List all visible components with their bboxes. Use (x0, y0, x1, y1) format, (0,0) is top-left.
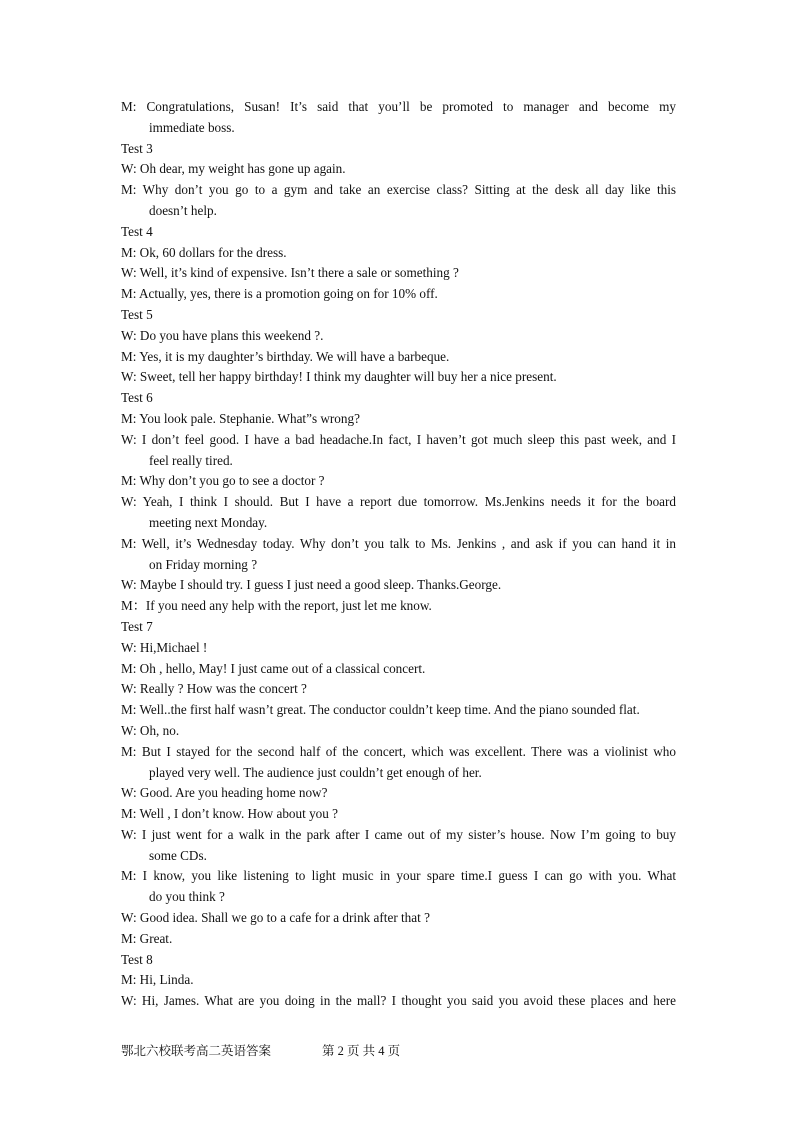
dialogue-line-continuation: meeting next Monday. (149, 514, 268, 530)
dialogue-line: M: Why don’t you go to see a doctor ? (121, 473, 325, 489)
dialogue-paragraph (121, 492, 676, 534)
dialogue-line: W: Really ? How was the concert ? (121, 681, 307, 697)
section-heading: Test 7 (121, 618, 153, 634)
dialogue-line-continuation: feel really tired. (149, 452, 233, 468)
dialogue-paragraph (121, 991, 676, 1012)
dialogue-line: W: I just went for a walk in the park after I came out of my sister’s house. Now I’m going to buy (121, 826, 676, 842)
dialogue-line: W: Good. Are you heading home now? (121, 785, 328, 801)
dialogue-line: W: Oh dear, my weight has gone up again. (121, 161, 346, 177)
dialogue-line: W: Oh, no. (121, 722, 180, 738)
dialogue-paragraph (121, 742, 676, 784)
dialogue-line-continuation: do you think ? (149, 889, 225, 905)
dialogue-paragraph (121, 534, 676, 576)
dialogue-line: W: Yeah, I think I should. But I have a report due tomorrow. Ms.Jenkins needs it for the board (121, 494, 676, 510)
dialogue-paragraph (121, 97, 676, 139)
dialogue-line: M: I know, you like listening to light music in your spare time.I guess I can go with you. What (121, 868, 676, 884)
dialogue-line: M: Actually, yes, there is a promotion going on for 10% off. (121, 286, 438, 302)
dialogue-line: W: Sweet, tell her happy birthday! I think my daughter will buy her a nice present. (121, 369, 557, 385)
dialogue-line: W: I don’t feel good. I have a bad headache.In fact, I haven’t got much sleep this past week, and I (121, 431, 676, 447)
dialogue-line-continuation: immediate boss. (149, 119, 235, 135)
dialogue-line: M: You look pale. Stephanie. What”s wrong? (121, 410, 360, 426)
section-heading: Test 6 (121, 390, 153, 406)
dialogue-line: M：If you need any help with the report, just let me know. (121, 598, 432, 614)
page-footer (121, 1042, 676, 1060)
dialogue-line: W: Maybe I should try. I guess I just need a good sleep. Thanks.George. (121, 577, 502, 593)
dialogue-paragraph (121, 430, 676, 472)
dialogue-line: W: Do you have plans this weekend ?. (121, 327, 324, 343)
footer-title: 鄂北六校联考高二英语答案 (121, 1044, 272, 1058)
dialogue-line: W: Good idea. Shall we go to a cafe for a drink after that ? (121, 910, 430, 926)
dialogue-line: M: Well , I don’t know. How about you ? (121, 806, 338, 822)
dialogue-line: M: Well..the first half wasn’t great. The conductor couldn’t keep time. And the piano sounded flat. (121, 702, 640, 718)
dialogue-line: M: Why don’t you go to a gym and take an exercise class? Sitting at the desk all day like this (121, 182, 676, 198)
dialogue-line: W: Hi,Michael ! (121, 639, 208, 655)
dialogue-paragraph (121, 825, 676, 867)
dialogue-line: M: Great. (121, 930, 173, 946)
dialogue-line-continuation: played very well. The audience just couldn’t get enough of her. (149, 764, 482, 780)
dialogue-line: M: Well, it’s Wednesday today. Why don’t you talk to Ms. Jenkins , and ask if you can hand it in (121, 535, 676, 551)
page-number: 第 2 页 共 4 页 (322, 1044, 401, 1058)
dialogue-line: M: Hi, Linda. (121, 972, 194, 988)
dialogue-line: M: Congratulations, Susan! It’s said that you’ll be promoted to manager and become my (121, 99, 676, 114)
dialogue-line: M: Yes, it is my daughter’s birthday. We will have a barbeque. (121, 348, 450, 364)
dialogue-transcript (121, 97, 676, 1012)
section-heading: Test 4 (121, 223, 153, 239)
dialogue-line: M: But I stayed for the second half of the concert, which was excellent. There was a violinist who (121, 743, 676, 759)
dialogue-line: M: Oh , hello, May! I just came out of a classical concert. (121, 660, 426, 676)
dialogue-line: M: Ok, 60 dollars for the dress. (121, 244, 287, 260)
dialogue-paragraph (121, 866, 676, 908)
dialogue-line-continuation: on Friday morning ? (149, 556, 258, 572)
dialogue-line-continuation: some CDs. (149, 847, 207, 863)
dialogue-paragraph (121, 180, 676, 222)
section-heading: Test 5 (121, 306, 153, 322)
dialogue-line-continuation: doesn’t help. (149, 202, 217, 218)
section-heading: Test 3 (121, 140, 153, 156)
section-heading: Test 8 (121, 951, 153, 967)
dialogue-line: W: Well, it’s kind of expensive. Isn’t there a sale or something ? (121, 265, 459, 281)
dialogue-line: W: Hi, James. What are you doing in the mall? I thought you said you avoid these places and here (121, 993, 676, 1009)
